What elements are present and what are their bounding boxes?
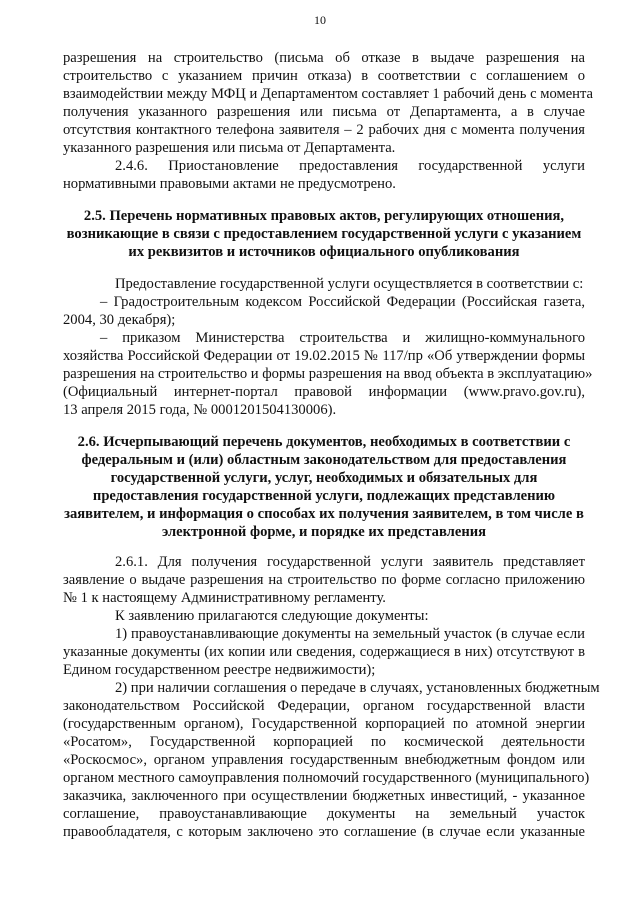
- text-line: разрешения на строительство и формы разрешения на ввод объекта в эксплуатацию»: [63, 366, 593, 382]
- text-line: заявление о выдаче разрешения на строительство по форме согласно приложению: [63, 572, 585, 588]
- text-line: (Официальный интернет-портал правовой информации (www.pravo.gov.ru),: [63, 384, 585, 400]
- section-heading-2-6: предоставления государственной услуги, подлежащих представлению: [92, 488, 556, 504]
- text-line: Предоставление государственной услуги осуществляется в соответствии с:: [115, 276, 584, 292]
- text-line: 2004, 30 декабря);: [63, 312, 176, 328]
- section-heading-2-5: их реквизитов и источников официального опубликования: [128, 244, 520, 260]
- text-line: органом местного самоуправления полномочий государственного (муниципального): [63, 770, 590, 786]
- text-line: 2.6.1. Для получения государственной услуги заявитель представляет: [115, 554, 585, 570]
- text-line: получения указанного разрешения или письма от Департамента, а в случае: [63, 104, 585, 120]
- text-line: правообладателя, с которым заключено это соглашение (в случае если указанные: [63, 824, 585, 840]
- section-heading-2-5: возникающие в связи с предоставлением государственной услуги с указанием: [66, 226, 582, 242]
- list-item: – Градостроительным кодексом Российской Федерации (Российская газета,: [100, 294, 585, 310]
- text-line: нормативными правовыми актами не предусмотрено.: [63, 176, 396, 192]
- list-item: 1) правоустанавливающие документы на земельный участок (в случае если: [115, 626, 585, 642]
- text-line: Едином государственном реестре недвижимости);: [63, 662, 376, 678]
- text-line: взаимодействии между МФЦ и Департаментом составляет 1 рабочий день с момента: [63, 86, 594, 102]
- text-line: указанного разрешения или письма от Департамента.: [63, 140, 396, 156]
- text-line: № 1 к настоящему Административному регламенту.: [63, 590, 386, 606]
- text-line: законодательством Российской Федерации, органом государственной власти: [63, 698, 585, 714]
- text-line: строительство с указанием причин отказа) в соответствии с соглашением о: [63, 68, 585, 84]
- section-heading-2-5: 2.5. Перечень нормативных правовых актов, регулирующих отношения,: [83, 208, 565, 224]
- text-line: разрешения на строительство (письма об отказе в выдаче разрешения на: [63, 50, 585, 66]
- text-line: 2.4.6. Приостановление предоставления государственной услуги: [115, 158, 585, 174]
- text-line: 13 апреля 2015 года, № 0001201504130006).: [63, 402, 337, 418]
- text-line: «Росатом», Государственной корпорацией по космической деятельности: [63, 734, 585, 750]
- section-heading-2-6: электронной форме, и порядке их представления: [161, 524, 487, 540]
- text-line: указанные документы (их копии или сведения, содержащиеся в них) отсутствуют в: [63, 644, 585, 660]
- text-line: соглашение, правоустанавливающие документы на земельный участок: [63, 806, 585, 822]
- section-heading-2-6: заявителем, и информация о способах их получения заявителем, в том числе в: [64, 506, 584, 522]
- text-line: (государственным органом), Государственной корпорацией по атомной энергии: [63, 716, 585, 732]
- text-line: «Роскосмос», органом управления государственным внебюджетным фондом или: [63, 752, 585, 768]
- text-line: заказчика, заключенного при осуществлении бюджетных инвестиций, - указанное: [63, 788, 585, 804]
- page-number: 10: [314, 13, 326, 27]
- section-heading-2-6: государственной услуги, услуг, необходимых и обязательных для: [110, 470, 538, 486]
- text-line: хозяйства Российской Федерации от 19.02.2015 № 117/пр «Об утверждении формы: [63, 348, 585, 364]
- text-line: отсутствия контактного телефона заявителя – 2 рабочих дня с момента получения: [63, 122, 585, 138]
- list-item: 2) при наличии соглашения о передаче в случаях, установленных бюджетным: [115, 680, 600, 696]
- list-item: – приказом Министерства строительства и жилищно-коммунального: [100, 330, 585, 346]
- section-heading-2-6: федеральным и (или) областным законодательством для предоставления: [81, 452, 567, 468]
- section-heading-2-6: 2.6. Исчерпывающий перечень документов, необходимых в соответствии с: [77, 434, 571, 450]
- text-line: К заявлению прилагаются следующие документы:: [115, 608, 429, 624]
